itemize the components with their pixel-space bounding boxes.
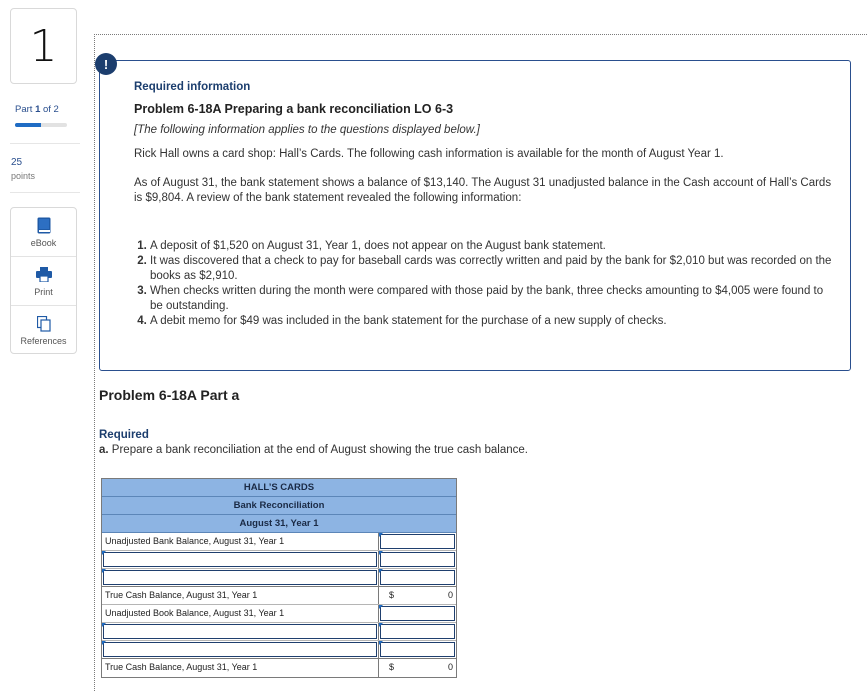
points-value: 25 — [11, 157, 23, 168]
true-cash-bank-value: 0 — [447, 590, 453, 600]
content-frame-left — [94, 34, 95, 691]
table-row — [102, 641, 456, 659]
content-frame-top — [94, 34, 867, 35]
instruction-prefix: a. — [99, 444, 109, 456]
bank-adjustment-2-amount[interactable] — [380, 570, 455, 585]
list-item: 1. A deposit of $1,520 on August 31, Year 1, does not appear on the August bank statement. — [150, 239, 836, 254]
table-row — [102, 569, 456, 587]
book-adjustment-2-select[interactable] — [103, 642, 377, 657]
unadjusted-bank-balance-label: Unadjusted Bank Balance, August 31, Year 1 — [102, 533, 379, 550]
unadjusted-book-balance-cell — [379, 605, 456, 622]
true-cash-book-total — [379, 659, 456, 677]
part-indicator: Part 1 of 2 — [15, 104, 59, 115]
table-row — [102, 587, 456, 605]
alert-icon: ! — [95, 53, 117, 75]
part-a-title: Problem 6-18A Part a — [99, 387, 240, 403]
ebook-button[interactable] — [11, 208, 76, 257]
review-items-list — [134, 239, 836, 329]
currency-symbol: $ — [389, 590, 395, 600]
part-progress-fill — [15, 123, 41, 127]
required-heading: Required — [99, 429, 149, 441]
unadjusted-book-balance-label: Unadjusted Book Balance, August 31, Year 1 — [102, 605, 379, 622]
book-adjustment-1-amount[interactable] — [380, 624, 455, 639]
true-cash-book-value: 0 — [447, 662, 453, 672]
part-of-total: of 2 — [43, 104, 59, 115]
part-progress-bar — [15, 123, 67, 127]
book-icon — [37, 217, 51, 235]
print-button[interactable] — [11, 257, 76, 306]
unadjusted-bank-balance-cell — [379, 533, 456, 550]
required-information-box — [99, 60, 851, 371]
true-cash-book-label: True Cash Balance, August 31, Year 1 — [102, 659, 379, 677]
table-header-date: August 31, Year 1 — [102, 515, 456, 533]
question-number: 1 — [10, 8, 77, 84]
book-adjustment-2-amount[interactable] — [380, 642, 455, 657]
required-instruction — [99, 444, 528, 456]
table-row — [102, 533, 456, 551]
table-row — [102, 623, 456, 641]
problem-title: Problem 6-18A Preparing a bank reconciliation LO 6-3 — [134, 102, 454, 116]
tools-panel — [10, 207, 77, 354]
intro-paragraph: Rick Hall owns a card shop: Hall’s Cards. The following cash information is available for the month of August Year 1. — [134, 148, 724, 160]
references-icon — [37, 315, 51, 333]
divider — [10, 143, 80, 144]
list-item: 2. It was discovered that a check to pay for baseball cards was correctly written and paid by the bank for $2,010 but was recorded on the books as $2,910. — [150, 254, 836, 284]
bank-reconciliation-table — [101, 478, 457, 678]
required-information-heading: Required information — [134, 81, 251, 93]
true-cash-bank-label: True Cash Balance, August 31, Year 1 — [102, 587, 379, 604]
table-row — [102, 659, 456, 677]
applies-note: [The following information applies to the questions displayed below.] — [134, 124, 480, 136]
table-header-statement: Bank Reconciliation — [102, 497, 456, 515]
unadjusted-bank-balance-input[interactable] — [380, 534, 455, 549]
bank-adjustment-1-select[interactable] — [103, 552, 377, 567]
table-row — [102, 605, 456, 623]
list-item: 4. A debit memo for $49 was included in the bank statement for the purchase of a new supply of checks. — [150, 314, 836, 329]
book-adjustment-1-select[interactable] — [103, 624, 377, 639]
divider — [10, 192, 80, 193]
references-button[interactable] — [11, 306, 76, 355]
list-item: 3. When checks written during the month were compared with those paid by the bank, three checks amounting to $4,005 were found to be outstanding. — [150, 284, 836, 314]
part-current: 1 — [35, 104, 41, 115]
bank-adjustment-2-select[interactable] — [103, 570, 377, 585]
points-label: points — [11, 171, 36, 181]
ebook-label: eBook — [30, 237, 57, 248]
table-row — [102, 551, 456, 569]
unadjusted-book-balance-input[interactable] — [380, 606, 455, 621]
print-label: Print — [34, 286, 53, 297]
true-cash-bank-total — [379, 587, 456, 604]
currency-symbol: $ — [389, 662, 395, 672]
references-label: References — [20, 336, 67, 346]
table-header-company: HALL’S CARDS — [102, 479, 456, 497]
balance-paragraph: As of August 31, the bank statement shows a balance of $13,140. The August 31 unadjusted balance in the Cash account of Hall’s Cards is $9,804. A review of the bank statement revealed the following information: — [134, 177, 832, 204]
bank-adjustment-1-amount[interactable] — [380, 552, 455, 567]
instruction-text: Prepare a bank reconciliation at the end of August showing the true cash balance. — [111, 444, 528, 456]
print-icon — [36, 266, 52, 284]
